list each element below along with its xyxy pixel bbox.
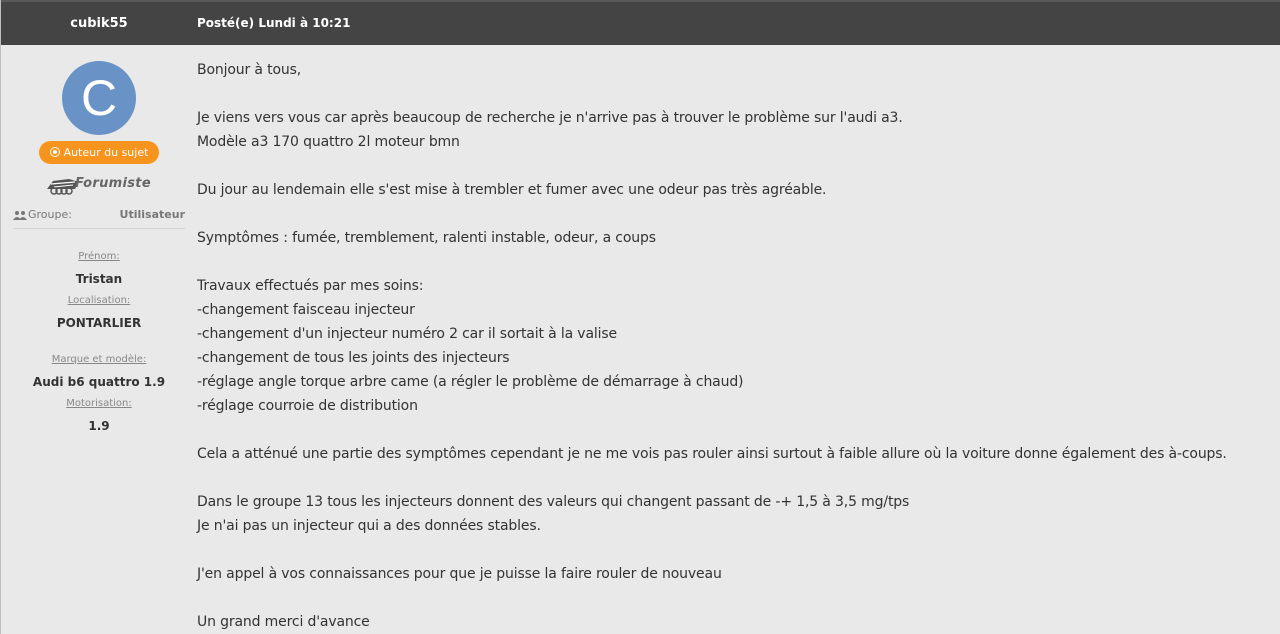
field-label-motorisation: Motorisation: [66,398,132,409]
field-value-motorisation: 1.9 [88,419,110,433]
field-label-marque: Marque et modèle: [51,354,147,365]
dot-circle-icon [50,147,60,157]
group-label: Groupe: [28,208,72,221]
post-line: -changement faisceau injecteur [197,302,415,318]
topic-author-badge [39,141,159,164]
post-line: Travaux effectués par mes soins: [197,278,424,294]
post-content [197,58,1280,634]
post-line: Symptômes : fumée, tremblement, ralenti instable, odeur, a coups [197,230,656,246]
post-line: Un grand merci d'avance [197,614,370,630]
field-value-marque: Audi b6 quattro 1.9 [32,375,166,389]
group-row [13,208,185,229]
post-line: Du jour au lendemain elle s'est mise à trembler et fumer avec une odeur pas très agréable. [197,182,827,198]
topic-author-badge-label: Auteur du sujet [63,146,149,159]
post-line: Je viens vers vous car après beaucoup de recherche je n'arrive pas à trouver le problème sur l'audi a3. [197,110,903,126]
users-icon [13,210,27,220]
field-value-localisation: PONTARLIER [56,316,142,330]
author-sidebar [1,45,197,634]
rank-label: Forumiste [75,176,151,191]
field-label-prenom: Prénom: [78,251,120,262]
post-line: Cela a atténué une partie des symptômes cependant je ne me vois pas rouler ainsi surtout à faible allure où la voiture donne également des à-coups. [197,446,1227,462]
post-line: -changement de tous les joints des injecteurs [197,350,510,366]
author-name-link[interactable]: cubik55 [70,16,128,31]
post-line: Bonjour à tous, [197,62,302,78]
post-header [1,0,1280,45]
post-line: Je n'ai pas un injecteur qui a des données stables. [197,518,541,534]
avatar[interactable]: C [62,61,136,135]
post-date: Posté(e) Lundi à 10:21 [197,16,351,30]
post-line: -réglage angle torque arbre came (a régler le problème de démarrage à chaud) [197,374,744,390]
field-label-localisation: Localisation: [67,295,131,306]
post-line: -réglage courroie de distribution [197,398,418,414]
field-value-prenom: Tristan [75,272,123,286]
post-line: Dans le groupe 13 tous les injecteurs donnent des valeurs qui changent passant de -+ 1,5 à 3,5 mg/tps [197,494,910,510]
group-value: Utilisateur [119,208,185,221]
post-line: Modèle a3 170 quattro 2l moteur bmn [197,134,460,150]
rank-badge [45,173,157,197]
post-line: J'en appel à vos connaissances pour que je puisse la faire rouler de nouveau [197,566,722,582]
post-line: -changement d'un injecteur numéro 2 car il sortait à la valise [197,326,617,342]
